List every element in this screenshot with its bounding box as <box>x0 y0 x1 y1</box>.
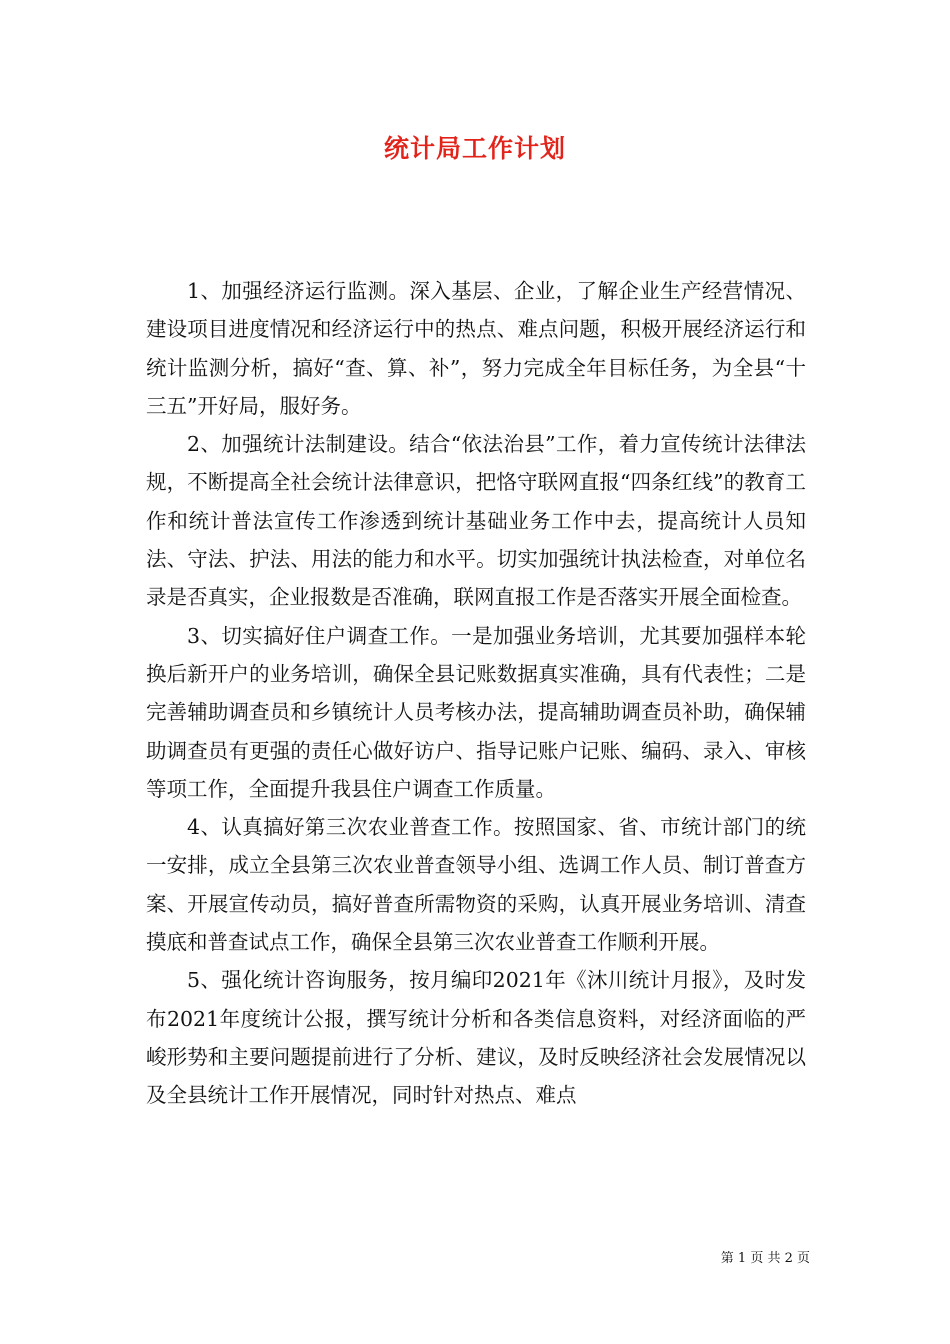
page-number-footer <box>700 1250 810 1268</box>
paragraph-5: 5、强化统计咨询服务，按月编印2021年《沐川统计月报》，及时发布2021年度统计公报，撰写统计分析和各类信息资料，对经济面临的严峻形势和主要问题提前进行了分析、建议，及时反映经济社会发展情况以及全县统计工作开展情况，同时针对热点、难点 <box>146 968 806 1108</box>
document-body <box>146 272 806 1115</box>
paragraph-3: 3、切实搞好住户调查工作。一是加强业务培训，尤其要加强样本轮换后新开户的业务培训，确保全县记账数据真实准确，具有代表性；二是完善辅助调查员和乡镇统计人员考核办法，提高辅助调查员补助，确保辅助调查员有更强的责任心做好访户、指导记账户记账、编码、录入、审核等项工作，全面提升我县住户调查工作质量。 <box>146 623 806 801</box>
document-title: 统计局工作计划 <box>383 134 566 163</box>
paragraph-1: 1、加强经济运行监测。深入基层、企业，了解企业生产经营情况、建设项目进度情况和经济运行中的热点、难点问题，积极开展经济运行和统计监测分析，搞好“查、算、补”，努力完成全年目标任务，为全县“十三五”开好局，服好务。 <box>146 279 806 418</box>
paragraph-4: 4、认真搞好第三次农业普查工作。按照国家、省、市统计部门的统一安排，成立全县第三次农业普查领导小组、选调工作人员、制订普查方案、开展宣传动员，搞好普查所需物资的采购，认真开展业务培训、清查摸底和普查试点工作，确保全县第三次农业普查工作顺利开展。 <box>146 815 806 955</box>
page-number-label: 第 1 页 共 2 页 <box>720 1251 810 1266</box>
paragraph-2: 2、加强统计法制建设。结合“依法治县”工作，着力宣传统计法律法规，不断提高全社会统计法律意识，把恪守联网直报“四条红线”的教育工作和统计普法宣传工作渗透到统计基础业务工作中去，提高统计人员知法、守法、护法、用法的能力和水平。切实加强统计执法检查，对单位名录是否真实，企业报数是否准确，联网直报工作是否落实开展全面检查。 <box>146 432 806 610</box>
